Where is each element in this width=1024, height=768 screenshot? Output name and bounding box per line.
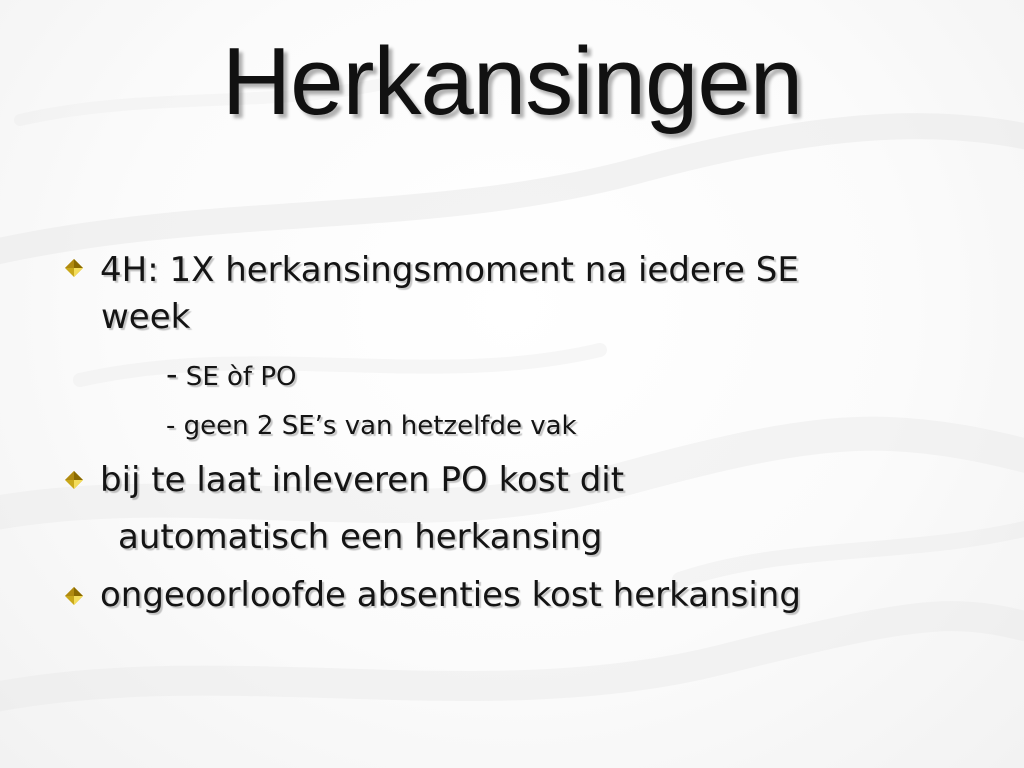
slide-title: Herkansingen bbox=[221, 28, 803, 135]
sub-item-1 bbox=[166, 354, 296, 394]
sub-item-1-dash: - bbox=[166, 355, 178, 393]
bullet-2-text: bij te laat inleveren PO kost dit bbox=[100, 460, 625, 500]
bullet-1-text: 4H: 1X herkansingsmoment na iedere SE bbox=[100, 250, 799, 290]
sub-item-1-text: SE òf PO bbox=[177, 362, 297, 392]
bullet-3-text: ongeoorloofde absenties kost herkansing bbox=[100, 575, 801, 615]
diamond-bullet-icon bbox=[64, 586, 84, 608]
diamond-bullet-icon bbox=[64, 258, 84, 280]
bullet-2-text-cont: automatisch een herkansing bbox=[118, 517, 603, 557]
bullet-1-text-cont: week bbox=[101, 297, 191, 337]
diamond-bullet-icon bbox=[64, 470, 84, 492]
sub-item-2: - geen 2 SE’s van hetzelfde vak bbox=[166, 411, 577, 441]
